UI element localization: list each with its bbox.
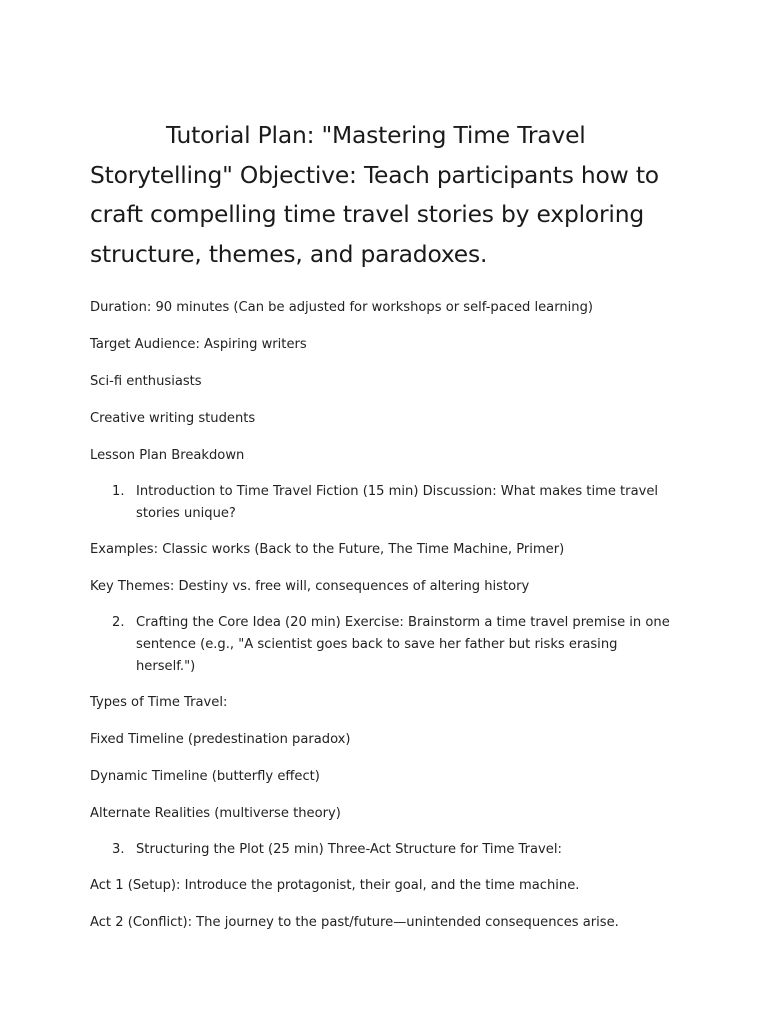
type-fixed-timeline: Fixed Timeline (predestination paradox) [90,732,351,747]
target-audience-line: Target Audience: Aspiring writers [90,337,307,352]
audience-item-scifi: Sci-fi enthusiasts [90,374,202,389]
key-themes-line: Key Themes: Destiny vs. free will, consequences of altering history [90,579,530,594]
list-number: 1. [112,484,125,499]
types-heading: Types of Time Travel: [90,695,228,710]
list-item-structuring-plot [90,839,678,861]
act-1-line: Act 1 (Setup): Introduce the protagonist, their goal, and the time machine. [90,878,580,893]
list-number: 2. [112,615,125,630]
list-number: 3. [112,842,125,857]
document-title: Tutorial Plan: "Mastering Time Travel Storytelling" Objective: Teach participants how to craft compelling time travel stories by exploring structure, themes, and paradoxes. [90,121,659,268]
audience-item-students: Creative writing students [90,411,256,426]
section-heading-breakdown: Lesson Plan Breakdown [90,448,245,463]
list-item-text: Crafting the Core Idea (20 min) Exercise: Brainstorm a time travel premise in one sentence (e.g., "A scientist goes back to save her father but risks erasing herself.") [136,615,670,674]
act-2-line: Act 2 (Conflict): The journey to the past/future—unintended consequences arise. [90,915,619,930]
type-dynamic-timeline: Dynamic Timeline (butterfly effect) [90,769,320,784]
examples-line: Examples: Classic works (Back to the Future, The Time Machine, Primer) [90,542,565,557]
list-item-text: Introduction to Time Travel Fiction (15 min) Discussion: What makes time travel stories unique? [136,484,659,521]
list-item-core-idea [90,612,678,678]
type-alternate-realities: Alternate Realities (multiverse theory) [90,806,341,821]
list-item-text: Structuring the Plot (25 min) Three-Act Structure for Time Travel: [136,842,562,857]
list-item-introduction [90,481,678,525]
duration-line: Duration: 90 minutes (Can be adjusted for workshops or self-paced learning) [90,300,594,315]
